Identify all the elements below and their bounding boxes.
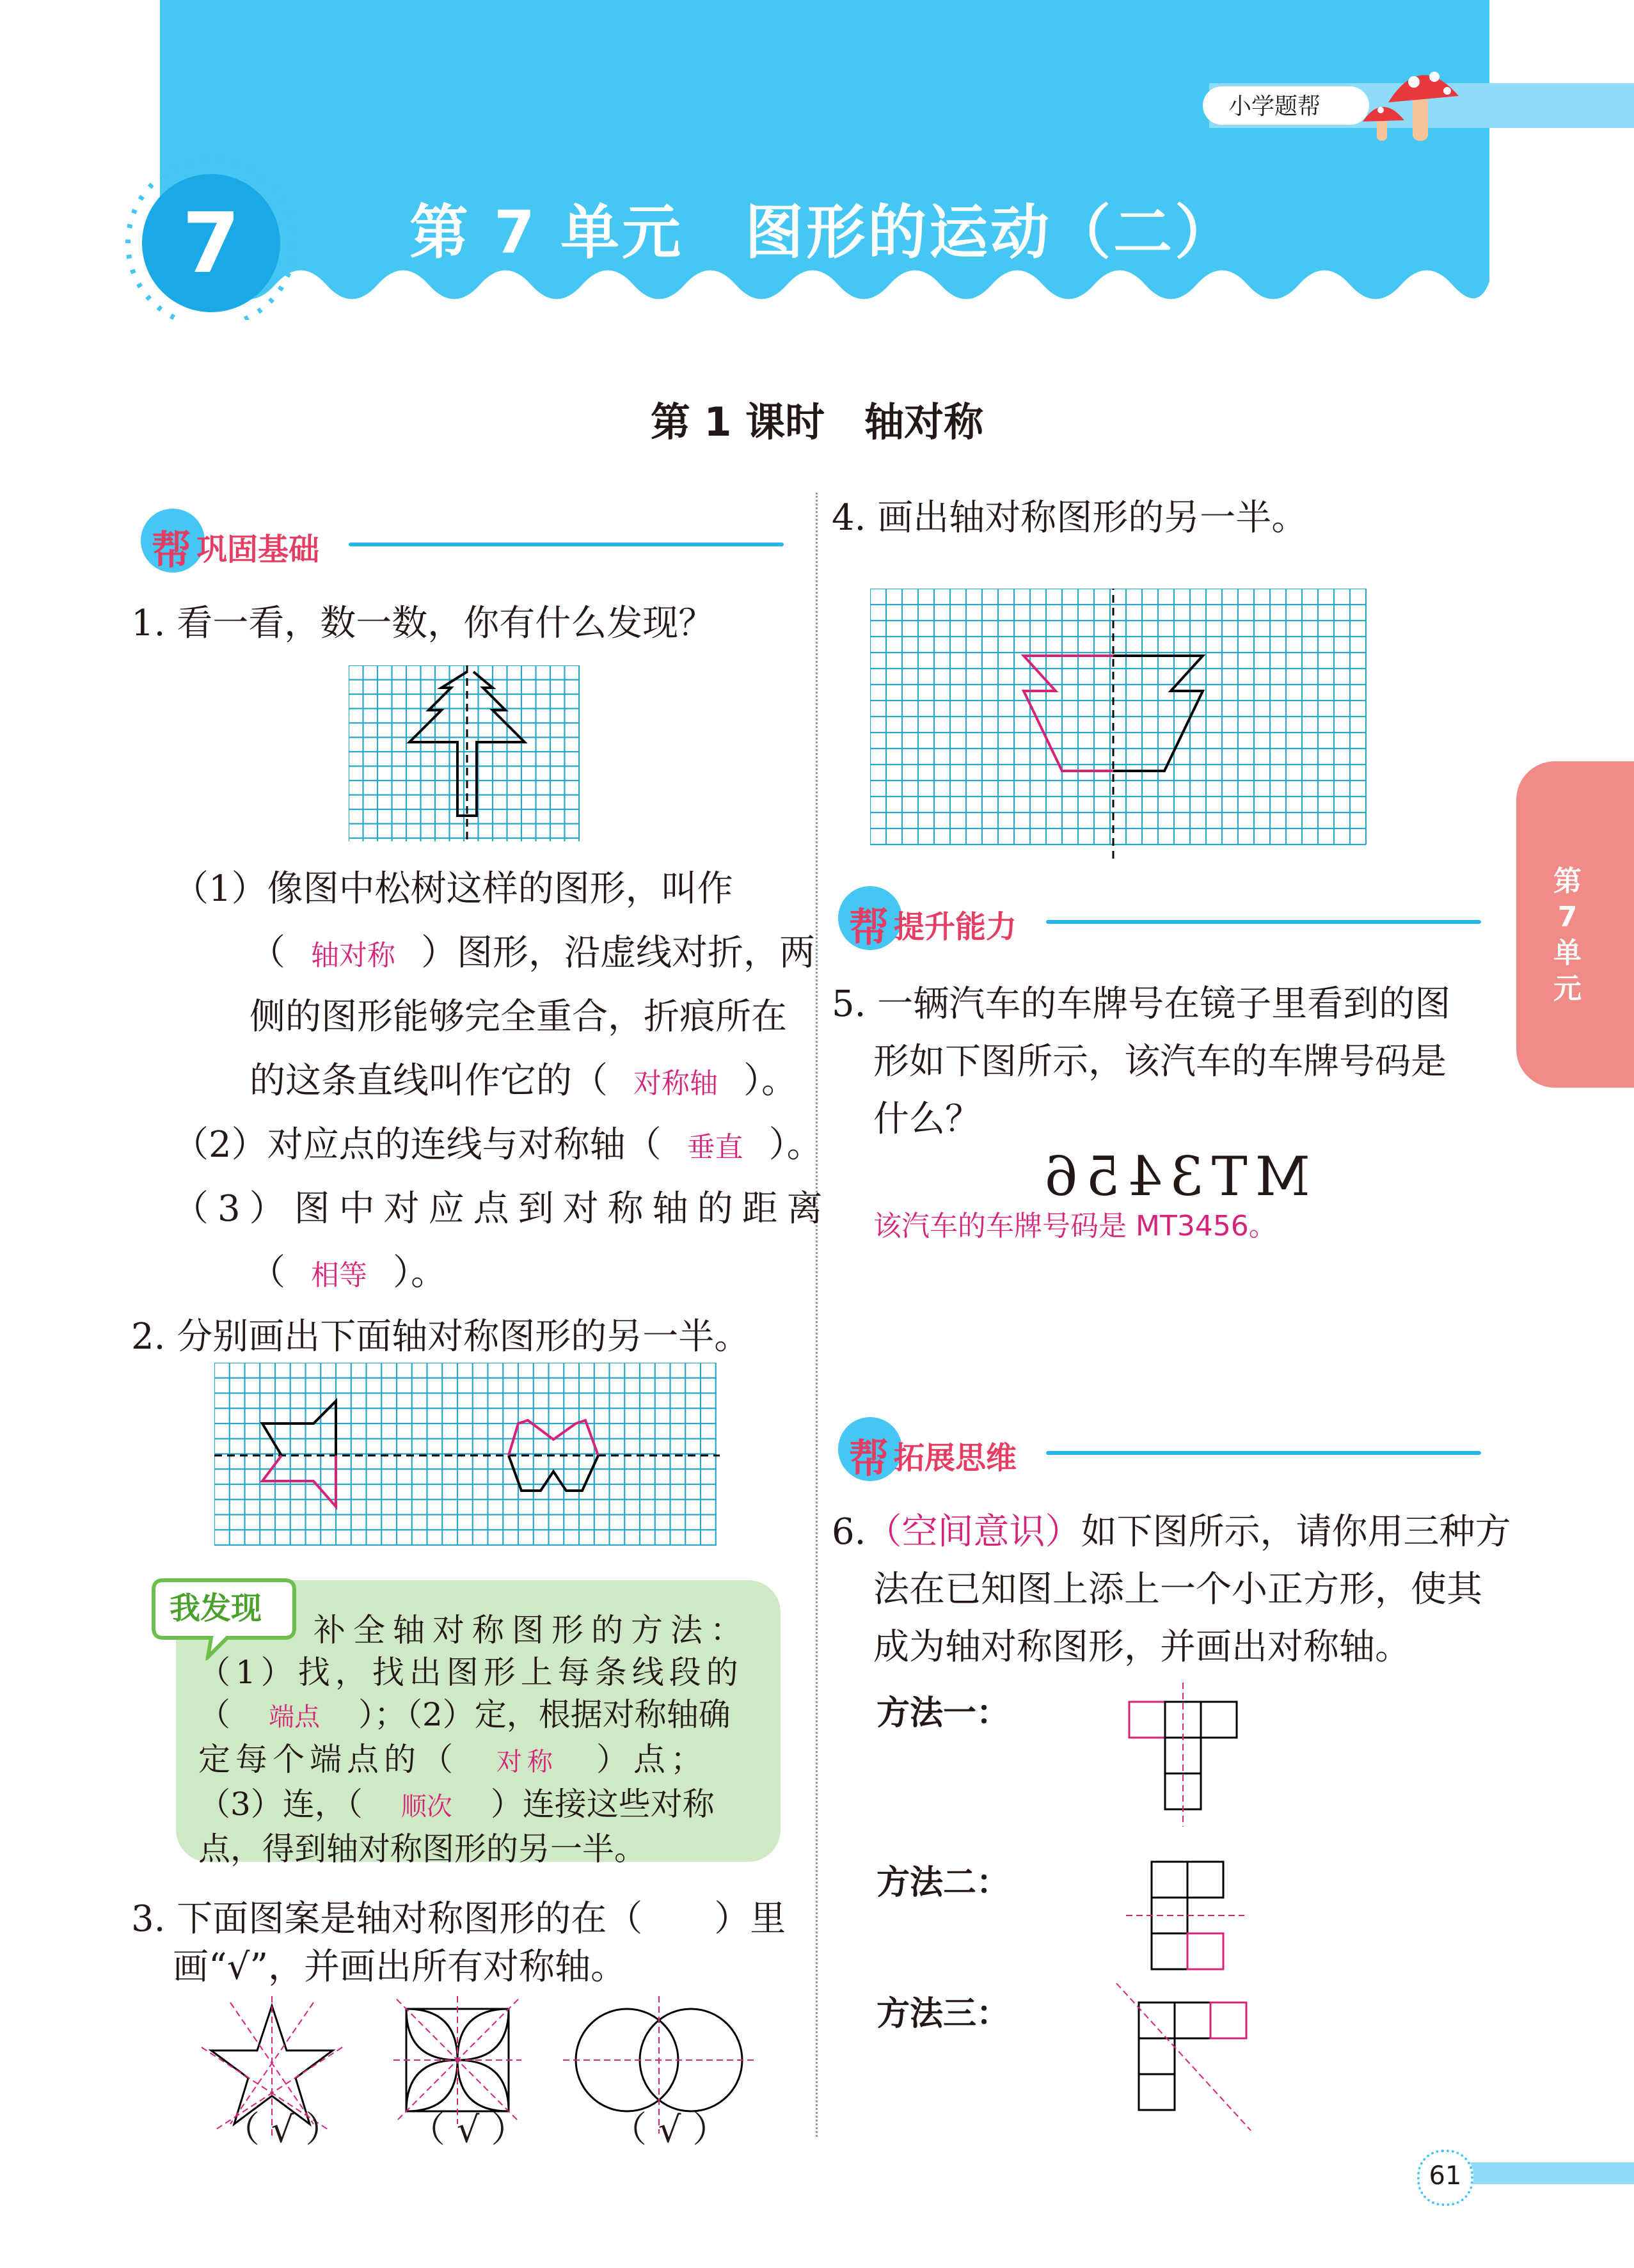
- q1-answer-axis: 对称轴: [633, 1067, 718, 1100]
- q1-part3-line-b: [250, 1241, 447, 1308]
- discover-text: [198, 1609, 768, 1870]
- page-number-badge: [1417, 2150, 1473, 2206]
- header-banner: [0, 0, 1634, 320]
- discover-line-2: （1）找，找出图形上每条线段的: [198, 1654, 743, 1691]
- q5-answer: 该汽车的车牌号码是 MT3456。: [873, 1210, 1277, 1242]
- section-badge: 帮: [849, 1435, 889, 1482]
- d5-pre: （3）连，（: [198, 1786, 363, 1823]
- q5-stem-a: 5. 一辆汽车的车牌号在镜子里看到的图: [832, 983, 1451, 1025]
- page-number-bar: [1465, 2162, 1634, 2184]
- q6-stem-a-text: 如下图所示，请你用三种方: [1081, 1511, 1511, 1553]
- q1-p2-post: ）。: [768, 1124, 823, 1166]
- q3-answer-1: （ √ ）: [224, 2109, 342, 2151]
- header-background: [0, 0, 1634, 320]
- unit-title: 第 7 单元 图形的运动（二）: [409, 198, 1237, 267]
- q1-p3b-post: ）。: [393, 1252, 447, 1294]
- q1-pine-tree-grid: [349, 665, 582, 845]
- q5-stem-c: 什么？: [873, 1098, 981, 1140]
- q1-p1d-pre: 的这条直线叫作它的（: [250, 1060, 608, 1102]
- q2-stem: 2. 分别画出下面轴对称图形的另一半。: [131, 1316, 750, 1358]
- q1-p2-pre: （2）对应点的连线与对称轴（: [173, 1124, 662, 1166]
- q6-method-1: 方法一：: [876, 1694, 1010, 1733]
- q1-p1d-post: ）。: [743, 1060, 797, 1102]
- section-expand-header: [835, 1414, 1481, 1484]
- q5-stem-b: 形如下图所示，该汽车的车牌号码是: [873, 1041, 1447, 1082]
- brand-label: 小学题帮: [1228, 93, 1321, 120]
- q1-answer-perpendicular: 垂直: [686, 1131, 743, 1164]
- discover-line-3: [198, 1693, 768, 1738]
- q1-part1-line-a: （1）像图中松树这样的图形，叫作: [173, 868, 733, 910]
- q1-stem: 1. 看一看，数一数，你有什么发现？: [131, 603, 715, 644]
- section-badge: 帮: [849, 904, 889, 951]
- q1-part1-line-c: 侧的图形能够完全重合，折痕所在: [250, 996, 787, 1038]
- q3-answer-2: （ √ ）: [409, 2109, 527, 2151]
- page-number: 61: [1429, 2161, 1462, 2191]
- q1-part1-line-b: [250, 921, 815, 988]
- discover-line-1: 补全轴对称图形的方法：: [313, 1612, 750, 1649]
- q1-answer-axis-symmetric: 轴对称: [311, 939, 395, 972]
- discover-answer-symmetric: 对称: [496, 1747, 558, 1777]
- q1-p3b-pre: （: [250, 1252, 285, 1294]
- q3-stem-a: 3. 下面图案是轴对称图形的在（ ）里: [131, 1898, 786, 1940]
- q6-figure-1: [1126, 1683, 1254, 1830]
- side-tab-label: 第7单元: [1553, 865, 1582, 1005]
- section-label: 提升能力: [894, 909, 1017, 945]
- q1-answer-equal: 相等: [311, 1259, 367, 1292]
- discover-line-4: [198, 1738, 768, 1783]
- q1-part1-line-d: [250, 1049, 797, 1116]
- d3-pre: （: [198, 1696, 230, 1733]
- d5-post: ）连接这些对称: [490, 1786, 715, 1823]
- section-rule: [349, 543, 784, 546]
- d3-post: ）；（2）定，根据对称轴确: [358, 1696, 731, 1733]
- q6-method-2: 方法二：: [876, 1864, 1010, 1902]
- lesson-title: 第 1 课时 轴对称: [650, 399, 984, 445]
- section-badge: 帮: [152, 527, 192, 573]
- q1-p1b-post: ）图形，沿虚线对折，两: [421, 932, 815, 974]
- side-tab: [1516, 761, 1634, 1088]
- q6-figure-2: [1126, 1849, 1254, 1983]
- discover-answer-order: 顺次: [401, 1792, 452, 1821]
- q4-stem: 4. 画出轴对称图形的另一半。: [832, 497, 1308, 539]
- q3-answer-3: （ √ ）: [611, 2109, 729, 2151]
- section-label: 拓展思维: [894, 1440, 1017, 1476]
- q6-method-3: 方法三：: [876, 1995, 1010, 2033]
- q1-part3-line-a: （3）图中对应点到对称轴的距离: [173, 1188, 832, 1230]
- q6-stem-a: 6.（空间意识）如下图所示，请你用三种方: [832, 1511, 1511, 1553]
- q6-stem-c: 成为轴对称图形，并画出对称轴。: [873, 1626, 1411, 1668]
- section-rule: [1046, 1451, 1481, 1455]
- d4-pre: 定每个端点的（: [198, 1741, 458, 1778]
- discover-tag: 我发现: [170, 1590, 262, 1626]
- discover-line-5: [198, 1783, 768, 1828]
- section-rule: [1046, 920, 1481, 924]
- q6-stem-b: 法在已知图上添上一个小正方形，使其: [873, 1569, 1482, 1610]
- discover-line-6: 点，得到轴对称图形的另一半。: [198, 1830, 646, 1868]
- section-basic-header: [138, 505, 784, 576]
- q1-p1b-pre: （: [250, 932, 285, 974]
- q3-stem-b: 画“√”，并画出所有对称轴。: [173, 1946, 626, 1988]
- q4-grid: [870, 589, 1369, 864]
- section-label: 巩固基础: [196, 532, 320, 567]
- q1-part2: [173, 1113, 823, 1180]
- q6-tag: （空间意识）: [866, 1511, 1081, 1553]
- q2-grid: [214, 1363, 720, 1548]
- unit-number: 7: [182, 194, 241, 292]
- column-divider: [816, 493, 818, 2137]
- q6-figure-3: [1113, 1971, 1260, 2137]
- q5-mirrored-plate: MT3456: [1036, 1145, 1310, 1208]
- d4-post: ）点；: [596, 1741, 708, 1778]
- section-improve-header: [835, 883, 1481, 953]
- discover-answer-endpoint: 端点: [269, 1702, 320, 1732]
